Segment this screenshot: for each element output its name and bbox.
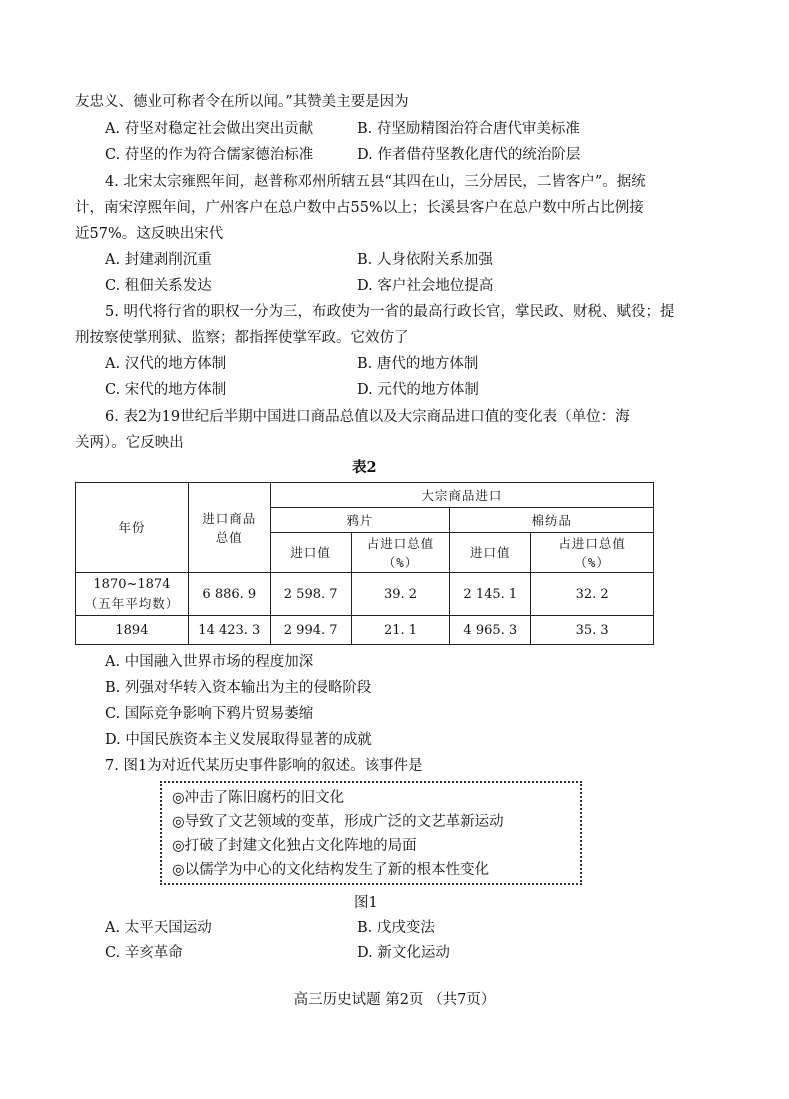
q6-option-a: A. 中国融入世界市场的程度加深 (105, 654, 314, 670)
q4-option-c: C. 租佃关系发达 (105, 278, 212, 294)
q4-option-b: B. 人身依附关系加强 (357, 252, 493, 268)
q5-stem-line-2: 刑按察使掌刑狱、监察；都指挥使掌军政。它效仿了 (75, 330, 409, 346)
header-cotton-import: 进口值 (450, 533, 531, 573)
header-cotton-share: 占进口总值 （%） (531, 533, 654, 573)
figure-caption: 图1 (354, 895, 378, 911)
figure-1-box (160, 781, 582, 885)
q5-option-d: D. 元代的地方体制 (357, 382, 479, 398)
q4-option-d: D. 客户社会地位提高 (357, 278, 494, 294)
q3-option-d: D. 作者借苻坚教化唐代的统治阶层 (357, 147, 581, 163)
q3-option-a: A. 苻坚对稳定社会做出突出贡献 (105, 121, 314, 137)
import-table (75, 482, 654, 645)
q7-option-b: B. 戊戌变法 (357, 920, 435, 936)
row-cotton-value: 2 145. 1 (450, 573, 531, 616)
q6-option-b: B. 列强对华转入资本输出为主的侵略阶段 (105, 680, 372, 696)
q3-stem-end: 友忠义、德业可称者令在所以闻。”其赞美主要是因为 (75, 94, 409, 110)
row-year: 1870~1874 （五年平均数） (76, 573, 189, 616)
q7-option-c: C. 辛亥革命 (105, 945, 183, 961)
q4-option-a: A. 封建剥削沉重 (105, 252, 212, 268)
figure-item: ◎冲击了陈旧腐朽的旧文化 (172, 790, 345, 806)
q6-stem-line-1: 6. 表2为19世纪后半期中国进口商品总值以及大宗商品进口值的变化表（单位：海 (105, 409, 630, 425)
q3-option-b: B. 苻坚励精图治符合唐代审美标准 (357, 121, 580, 137)
page-footer: 高三历史试题 第2页 （共7页） (293, 992, 496, 1008)
q5-option-b: B. 唐代的地方体制 (357, 356, 479, 372)
q5-option-a: A. 汉代的地方体制 (105, 356, 227, 372)
q4-stem-line-3: 近57%。这反映出宋代 (75, 226, 224, 242)
row-year: 1894 (76, 616, 189, 645)
header-total: 进口商品 总值 (188, 483, 270, 573)
header-opium-share: 占进口总值 （%） (351, 533, 450, 573)
figure-item: ◎打破了封建文化独占文化阵地的局面 (172, 838, 417, 854)
header-year: 年份 (76, 483, 189, 573)
table-row (76, 573, 654, 616)
q3-option-c: C. 苻坚的作为符合儒家德治标准 (105, 147, 314, 163)
q4-stem-line-1: 4. 北宋太宗雍熙年间，赵普称邓州所辖五县“其四在山，三分居民，二皆客户”。据统 (105, 174, 646, 190)
table-row (76, 616, 654, 645)
row-total: 6 886. 9 (188, 573, 270, 616)
row-opium-value: 2 598. 7 (270, 573, 351, 616)
row-cotton-percent: 35. 3 (531, 616, 654, 645)
q4-stem-line-2: 计，南宋淳熙年间，广州客户在总户数中占55%以上；长溪县客户在总户数中所占比例接 (75, 200, 644, 216)
q5-stem-line-1: 5. 明代将行省的职权一分为三，布政使为一省的最高行政长官，掌民政、财税、赋役；提 (105, 304, 675, 320)
q7-stem: 7. 图1为对近代某历史事件影响的叙述。该事件是 (105, 758, 423, 774)
figure-item: ◎以儒学为中心的文化结构发生了新的根本性变化 (172, 862, 490, 878)
table-title: 表2 (352, 459, 377, 476)
row-opium-percent: 21. 1 (351, 616, 450, 645)
q7-option-d: D. 新文化运动 (357, 945, 450, 961)
row-cotton-percent: 32. 2 (531, 573, 654, 616)
row-opium-value: 2 994. 7 (270, 616, 351, 645)
q6-option-c: C. 国际竞争影响下鸦片贸易萎缩 (105, 706, 314, 722)
q5-option-c: C. 宋代的地方体制 (105, 382, 227, 398)
q6-stem-line-2: 关两）。它反映出 (75, 435, 184, 451)
header-opium-import: 进口值 (270, 533, 351, 573)
row-total: 14 423. 3 (188, 616, 270, 645)
header-opium: 鸦片 (270, 508, 450, 533)
header-bulk: 大宗商品进口 (270, 483, 653, 508)
row-cotton-value: 4 965. 3 (450, 616, 531, 645)
row-opium-percent: 39. 2 (351, 573, 450, 616)
header-cotton: 棉纺品 (450, 508, 654, 533)
q6-option-d: D. 中国民族资本主义发展取得显著的成就 (105, 732, 372, 748)
q7-option-a: A. 太平天国运动 (105, 920, 212, 936)
figure-item: ◎导致了文艺领域的变革，形成广泛的文艺革新运动 (172, 814, 504, 830)
